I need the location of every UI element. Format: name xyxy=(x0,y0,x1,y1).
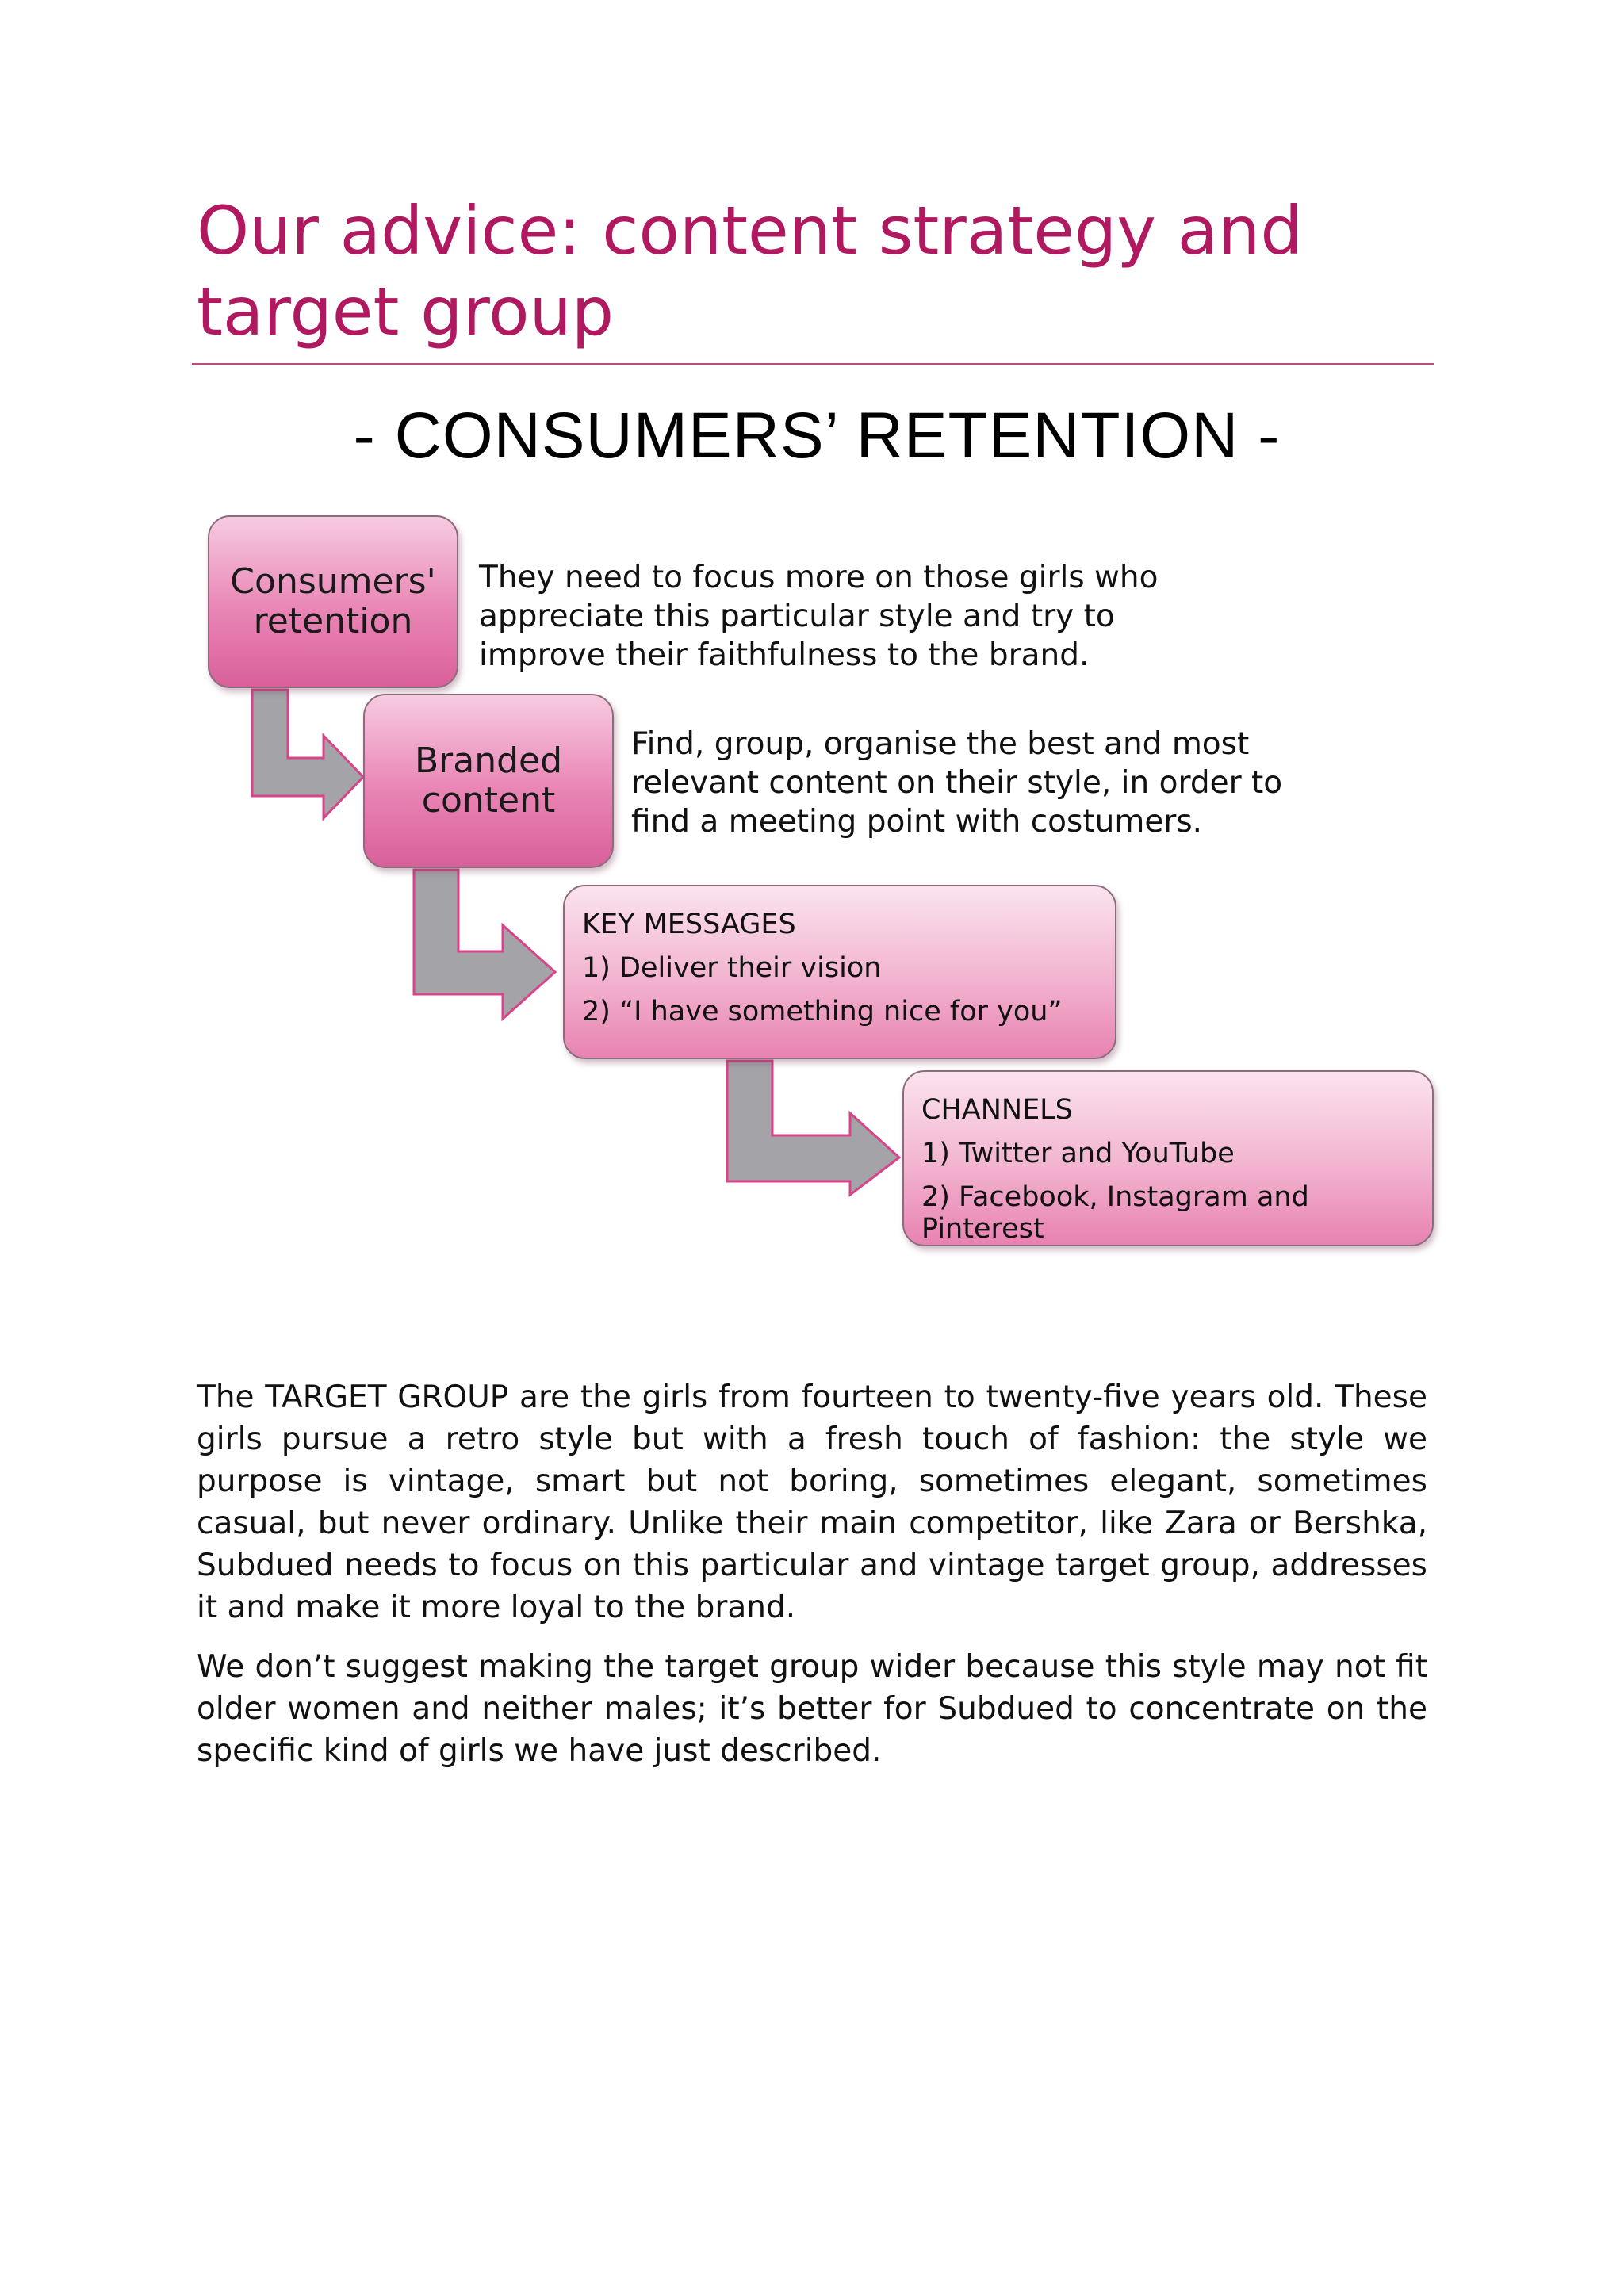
key-message-item: 2) “I have something nice for you” xyxy=(582,996,1063,1027)
channel-item: 1) Twitter and YouTube xyxy=(921,1138,1235,1169)
key-messages-heading: KEY MESSAGES xyxy=(582,909,796,940)
consumers-retention-description: They need to focus more on those girls who appreciate this particular style and try to improve their faithfulness to the brand. xyxy=(479,560,1159,673)
branded-content-label: Branded content xyxy=(414,740,563,821)
connector-arrow-1 xyxy=(252,690,363,818)
consumers-retention-label: Consumers' retention xyxy=(230,561,436,641)
diagram-heading: - CONSUMERS’ RETENTION - xyxy=(353,400,1281,472)
branded-content-description: Find, group, organise the best and most relevant content on their style, in order to find a meeting point with costumers. xyxy=(631,726,1283,840)
key-messages-box xyxy=(563,885,1116,1059)
channels-heading: CHANNELS xyxy=(921,1094,1073,1126)
page-title: Our advice: content strategy and target group xyxy=(197,192,1303,350)
consumers-retention-box xyxy=(208,515,458,688)
branded-content-box xyxy=(363,694,614,868)
connector-arrow-3 xyxy=(727,1061,899,1195)
channel-item: 2) Facebook, Instagram and xyxy=(921,1181,1309,1213)
channels-box xyxy=(902,1070,1434,1246)
target-group-paragraph: The TARGET GROUP are the girls from fourteen to twenty-five years old. These girls pursue a retro style but with a fresh touch of fashion: the style we purpose is vintage, smart but not boring, sometimes elegant, sometimes casual, but never ordinary. Unlike their main competitor, like Zara or Bershka, Subdued needs to focus on this particular and vintage target group, addresses it and make it more loyal to the brand. xyxy=(197,1380,1427,1625)
target-group-width-paragraph: We don’t suggest making the target group wider because this style may not fit older women and neither males; it’s better for Subdued to concentrate on the specific kind of girls we have just described. xyxy=(197,1649,1427,1769)
channel-item-continued: Pinterest xyxy=(921,1213,1044,1245)
key-message-item: 1) Deliver their vision xyxy=(582,952,882,984)
connector-arrow-2 xyxy=(414,870,555,1019)
